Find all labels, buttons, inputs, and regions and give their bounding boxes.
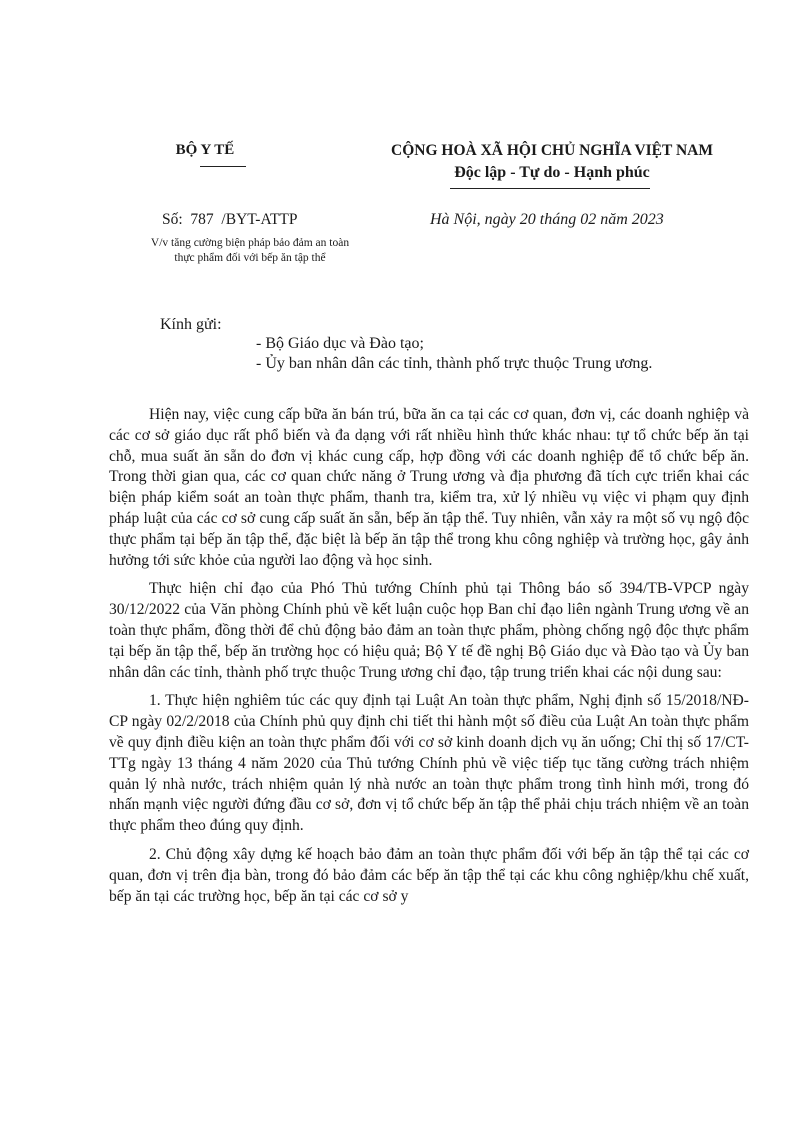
national-title: CỘNG HOÀ XÃ HỘI CHỦ NGHĨA VIỆT NAM (391, 142, 713, 159)
body-paragraph: Thực hiện chỉ đạo của Phó Thủ tướng Chính phủ tại Thông báo số 394/TB-VPCP ngày 30/12/2022 của Văn phòng Chính phủ về kết luận cuộc họp Ban chỉ đạo liên ngành Trung ương về an toàn thực phẩm, đồng thời để chủ động bảo đảm an toàn thực phẩm, phòng chống ngộ độc thực phẩm tại bếp ăn tập thể, bếp ăn trường học có hiệu quả; Bộ Y tế đề nghị Bộ Giáo dục và Đào tạo và Ủy ban nhân dân các tỉnh, thành phố trực thuộc Trung ương chỉ đạo, tập trung triển khai các nội dung sau: (109, 580, 749, 681)
document-number: Số: 787 /BYT-ATTP (162, 211, 298, 228)
greeting: Kính gửi: (160, 316, 222, 333)
document-subject (130, 236, 370, 266)
document-body (109, 405, 749, 915)
motto-underline (450, 188, 650, 189)
agency-underline (200, 166, 246, 167)
subject-line: V/v tăng cường biện pháp bảo đảm an toàn (150, 237, 350, 249)
issuing-agency: BỘ Y TẾ (175, 142, 235, 158)
recipient-item: - Ủy ban nhân dân các tỉnh, thành phố trực thuộc Trung ương. (256, 355, 653, 372)
recipient-list (256, 334, 652, 374)
place-and-date: Hà Nội, ngày 20 tháng 02 năm 2023 (430, 211, 664, 228)
body-paragraph: 1. Thực hiện nghiêm túc các quy định tại Luật An toàn thực phẩm, Nghị định số 15/2018/NĐ-CP ngày 02/2/2018 của Chính phủ quy định chi tiết thi hành một số điều của Luật An toàn thực phẩm về quy định điều kiện an toàn thực phẩm đối với cơ sở kinh doanh dịch vụ ăn uống; Chỉ thị số 17/CT-TTg ngày 13 tháng 4 năm 2020 của Thủ tướng Chính phủ về việc tiếp tục tăng cường trách nhiệm quản lý nhà nước, trách nhiệm quản lý nhà nước an toàn thực phẩm trong tình hình mới, trong đó nhấn mạnh việc người đứng đầu cơ sở, đơn vị tổ chức bếp ăn tập thể phải chịu trách nhiệm về an toàn thực phẩm theo đúng quy định. (109, 692, 749, 835)
national-motto: Độc lập - Tự do - Hạnh phúc (454, 164, 650, 181)
subject-line: thực phẩm đối với bếp ăn tập thể (174, 252, 326, 264)
recipient-item: - Bộ Giáo dục và Đào tạo; (256, 335, 424, 352)
body-paragraph: Hiện nay, việc cung cấp bữa ăn bán trú, bữa ăn ca tại các cơ quan, đơn vị, các doanh nghiệp và các cơ sở giáo dục rất phổ biến và đa dạng với rất nhiều hình thức khác nhau: tự tổ chức bếp ăn tại chỗ, mua suất ăn sẵn do đơn vị khác cung cấp, hợp đồng với các doanh nghiệp để tổ chức bếp ăn. Trong thời gian qua, các cơ quan chức năng ở Trung ương và địa phương đã tích cực triển khai các biện pháp kiểm soát an toàn thực phẩm, thanh tra, kiểm tra, xử lý nhiều vụ việc vi phạm quy định pháp luật của các cơ sở cung cấp suất ăn sẵn, bếp ăn tập thể. Tuy nhiên, vẫn xảy ra một số vụ ngộ độc thực phẩm tại bếp ăn tập thể, đặc biệt là bếp ăn tập thể trong khu công nghiệp và trường học, gây ảnh hưởng tới sức khỏe của người lao động và học sinh. (109, 406, 749, 569)
body-paragraph: 2. Chủ động xây dựng kế hoạch bảo đảm an toàn thực phẩm đối với bếp ăn tập thể tại các cơ quan, đơn vị trên địa bàn, trong đó bảo đảm các bếp ăn tập thể tại các khu công nghiệp/khu chế xuất, bếp ăn tại các trường học, bếp ăn tại các cơ sở y (109, 845, 749, 905)
